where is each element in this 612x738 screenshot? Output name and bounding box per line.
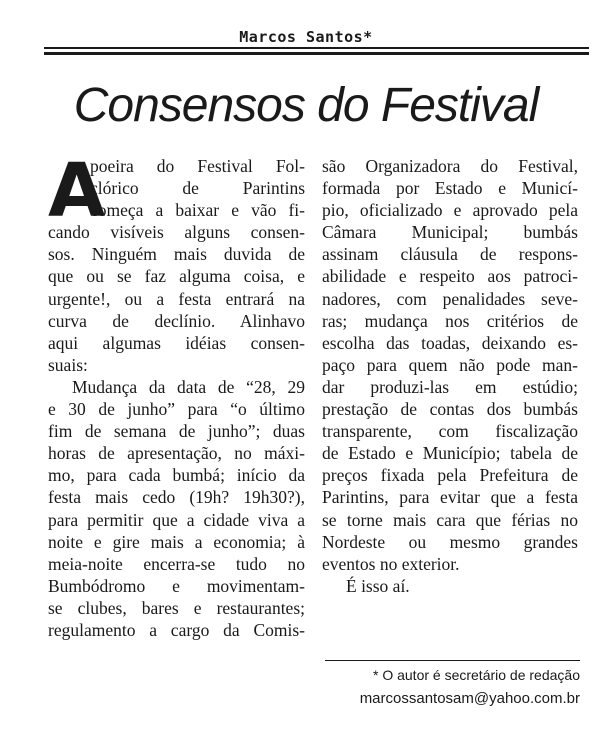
text-line: são Organizadora do Festival, xyxy=(322,156,578,176)
text-line: começa a baixar e vão fi- xyxy=(90,200,305,221)
footnote-divider xyxy=(325,660,580,661)
header-rule-thick xyxy=(44,52,589,55)
text-line: paço para quem não pode man- xyxy=(322,354,578,375)
text-line: se torne mais cara que férias no xyxy=(322,509,578,530)
text-line: formada por Estado e Municí- xyxy=(322,178,578,199)
drop-cap: A xyxy=(48,148,106,234)
text-line: horas de apresentação, no máxi- xyxy=(48,443,305,464)
text-line: meia-noite encerra-se tudo no xyxy=(48,553,305,574)
text-line: curva de declínio. Alinhavo xyxy=(48,310,305,331)
article-headline: Consensos do Festival xyxy=(73,79,539,132)
text-line: dar produzi-las em estúdio; xyxy=(322,376,578,397)
text-line: É isso aí. xyxy=(346,575,410,596)
text-line: e 30 de junho” para “o último xyxy=(48,399,305,420)
header-rule-thin xyxy=(44,47,589,49)
text-line: que ou se faz alguma coisa, e xyxy=(48,266,305,287)
text-line: regulamento a cargo da Comis- xyxy=(48,619,305,640)
text-line: de Estado e Município; tabela de xyxy=(322,443,578,464)
text-line: prestação de contas dos bumbás xyxy=(322,399,578,420)
text-line: para permitir que a cidade viva a xyxy=(48,509,305,530)
text-line: Mudança da data de “28, 29 xyxy=(72,376,305,397)
text-line: nadores, com penalidades seve- xyxy=(322,288,578,309)
text-line: preços fixada pela Prefeitura de xyxy=(322,465,578,486)
text-line: clórico de Parintins xyxy=(90,178,305,199)
text-line: noite e gire mais a economia; à xyxy=(48,531,305,552)
author-footnote: * O autor é secretário de redação xyxy=(372,667,580,683)
text-line: ras; mudança nos critérios de xyxy=(322,310,578,331)
text-line: sos. Ninguém mais duvida de xyxy=(48,244,305,265)
author-byline: Marcos Santos* xyxy=(239,28,373,46)
author-email: marcossantosam@yahoo.com.br xyxy=(359,690,580,707)
text-line: pio, oficializado e aprovado pela xyxy=(322,200,578,221)
text-line: eventos no exterior. xyxy=(322,553,460,574)
article-column-2 xyxy=(322,155,578,597)
text-line: festa mais cedo (19h? 19h30?), xyxy=(48,487,305,508)
text-line: Câmara Municipal; bumbás xyxy=(322,222,578,243)
text-line: abilidade e respeito aos patroci- xyxy=(322,266,578,287)
text-line: cando visíveis alguns consen- xyxy=(48,222,305,243)
text-line: Bumbódromo e movimentam- xyxy=(48,575,305,596)
text-line: se clubes, bares e restaurantes; xyxy=(48,597,305,618)
text-line: urgente!, ou a festa entrará na xyxy=(48,288,305,309)
text-line: escolha das toadas, deixando es- xyxy=(322,332,578,353)
text-line: poeira do Festival Fol- xyxy=(90,156,305,176)
article-column-1 xyxy=(48,148,305,641)
text-line: Parintins, para evitar que a festa xyxy=(322,487,578,508)
text-line: suais: xyxy=(48,354,88,375)
text-line: Nordeste ou mesmo grandes xyxy=(322,531,578,552)
text-line: mo, para cada bumbá; início da xyxy=(48,465,305,486)
text-line: aqui algumas idéias consen- xyxy=(48,332,305,353)
text-line: assinam cláusula de respons- xyxy=(322,244,578,265)
text-line: fim de semana de junho”; duas xyxy=(48,421,305,442)
text-line: transparente, com fiscalização xyxy=(322,421,578,442)
